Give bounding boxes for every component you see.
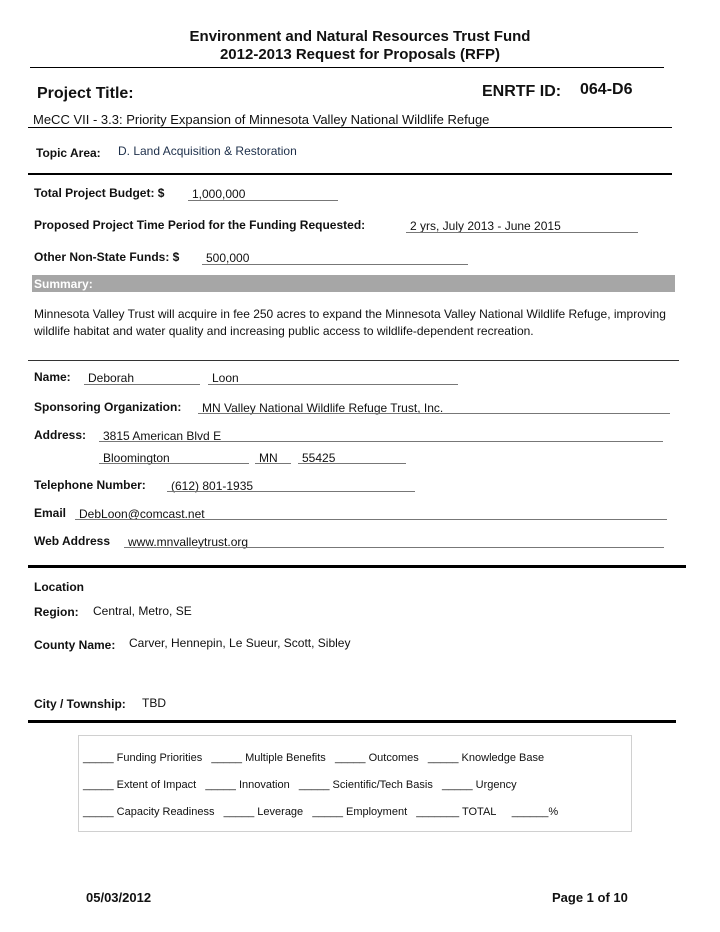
summary-bar [32,275,675,292]
total-budget-underline [188,200,338,201]
header-rule [30,67,664,68]
name-label: Name: [34,370,71,384]
sponsoring-org-label: Sponsoring Organization: [34,400,182,414]
check-urgency: _____ Urgency [442,779,517,791]
first-name-value: Deborah [88,371,135,385]
footer-date: 05/03/2012 [86,890,152,905]
enrtf-id-label: ENRTF ID: [482,83,562,100]
project-title-value: MeCC VII - 3.3: Priority Expansion of Minnesota Valley National Wildlife Refuge [33,112,490,127]
telephone-underline [167,491,415,492]
last-name-value: Loon [212,371,239,385]
email-value: DebLoon@comcast.net [79,507,205,521]
non-state-funds-value: 500,000 [206,251,250,265]
location-heading: Location [34,580,84,594]
total-budget-label: Total Project Budget: $ [34,186,165,200]
check-funding-priorities: _____ Funding Priorities [83,752,203,764]
check-percent: ______% [511,806,559,818]
street-underline [99,441,663,442]
street-value: 3815 American Blvd E [103,429,222,443]
sponsoring-org-underline [198,413,670,414]
total-budget-value: 1,000,000 [192,187,246,201]
address-label: Address: [34,428,87,442]
header-title: Environment and Natural Resources Trust Fund [189,28,531,45]
project-title-label: Project Title: [37,85,134,102]
state-underline [255,463,291,464]
zip-value: 55425 [302,451,336,465]
time-period-underline [406,232,638,233]
summary-text: Minnesota Valley Trust will acquire in fee 250 acres to expand the Minnesota Valley National Wildlife Refuge, improving wildlife habitat and water quality and increasing public access to wildlife-dependent recreation. [34,307,666,338]
section-rule-1 [28,173,672,175]
state-value: MN [259,451,278,465]
check-total: _______ TOTAL [416,806,497,818]
header-subtitle: 2012-2013 Request for Proposals (RFP) [219,46,501,63]
telephone-label: Telephone Number: [34,478,146,492]
check-extent-of-impact: _____ Extent of Impact [83,779,197,791]
telephone-value: (612) 801-1935 [171,479,254,493]
check-employment: _____ Employment [312,806,408,818]
footer-page-number: Page 1 of 10 [552,890,628,905]
title-underline [28,127,672,128]
check-multiple-benefits: _____ Multiple Benefits [211,752,326,764]
city-township-label: City / Township: [34,697,126,711]
first-name-underline [84,384,200,385]
county-name-value: Carver, Hennepin, Le Sueur, Scott, Sibley [129,636,351,650]
county-name-label: County Name: [34,638,116,652]
time-period-label: Proposed Project Time Period for the Funding Requested: [34,218,366,232]
email-underline [75,519,667,520]
last-name-underline [208,384,458,385]
region-label: Region: [34,605,79,619]
city-township-value: TBD [142,696,166,710]
time-period-value: 2 yrs, July 2013 - June 2015 [410,219,561,233]
region-value: Central, Metro, SE [93,604,192,618]
sponsoring-org-value: MN Valley National Wildlife Refuge Trust, Inc. [202,401,444,415]
check-leverage: _____ Leverage [223,806,304,818]
topic-area-value: D. Land Acquisition & Restoration [118,144,297,158]
check-innovation: _____ Innovation [205,779,290,791]
web-address-value: www.mnvalleytrust.org [128,535,249,549]
section-rule-4 [28,720,676,723]
scoring-checklist [78,735,632,832]
web-address-underline [124,547,664,548]
check-knowledge-base: _____ Knowledge Base [427,752,545,764]
city-underline [99,463,249,464]
city-value: Bloomington [103,451,170,465]
section-rule-3 [28,565,686,568]
check-outcomes: _____ Outcomes [334,752,419,764]
non-state-funds-label: Other Non-State Funds: $ [34,250,180,264]
summary-label: Summary: [34,277,93,291]
email-label: Email [34,506,67,520]
zip-underline [298,463,406,464]
topic-area-label: Topic Area: [36,146,101,160]
check-scientific-tech-basis: _____ Scientific/Tech Basis [298,779,433,791]
non-state-funds-underline [202,264,468,265]
enrtf-id-value: 064-D6 [580,81,633,98]
check-capacity-readiness: _____ Capacity Readiness [83,806,215,818]
section-rule-2 [28,360,679,361]
web-address-label: Web Address [34,534,111,548]
